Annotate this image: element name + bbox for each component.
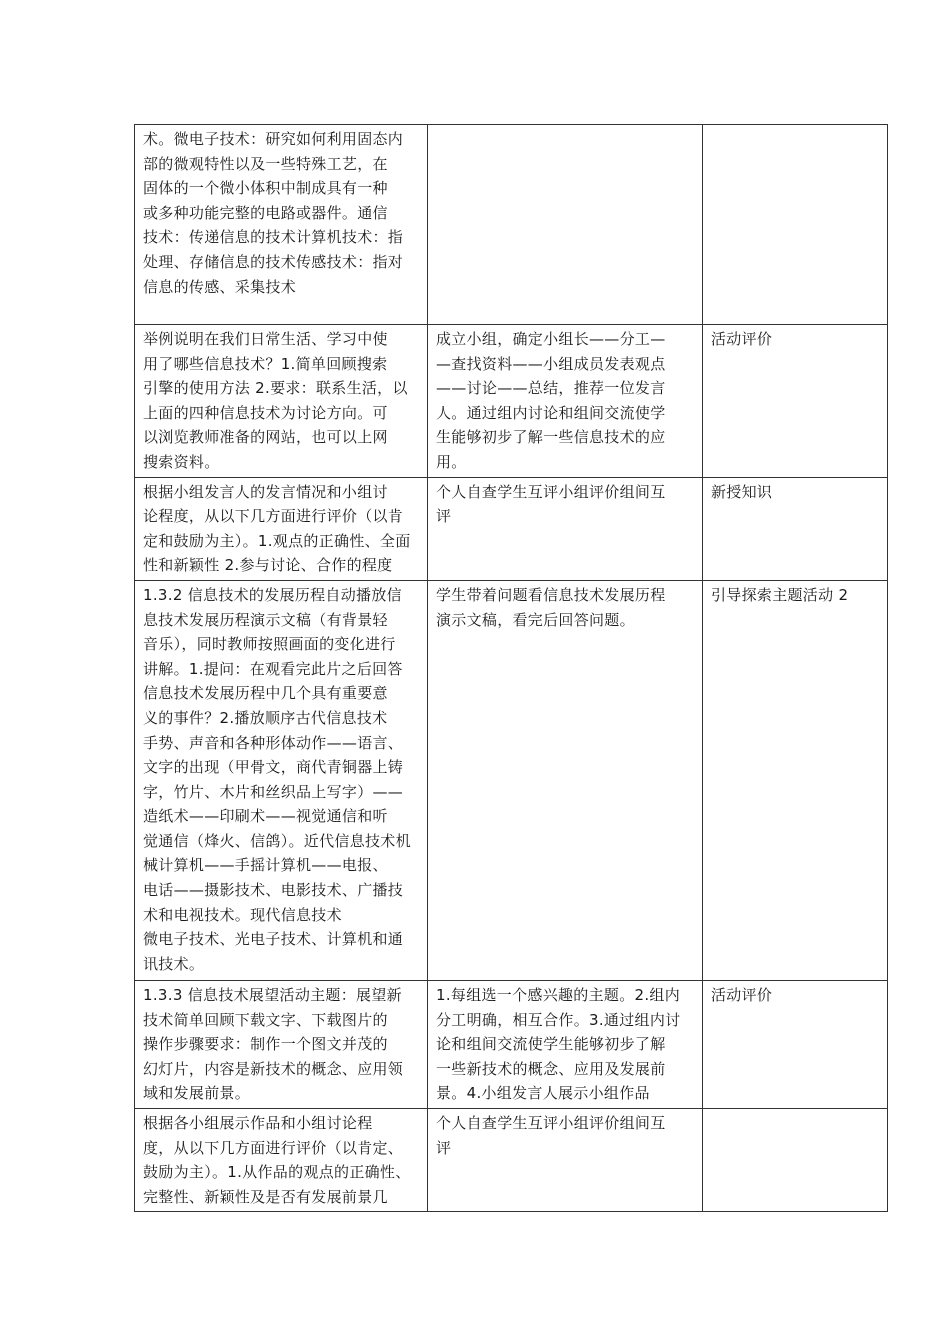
cell-text-line: 或多种功能完整的电路或器件。通信 bbox=[143, 203, 388, 222]
cell-text-line: 手势、声音和各种形体动作——语言、 bbox=[143, 733, 404, 752]
cell-text-line: 觉通信（烽火、信鸽）。近代信息技术机 bbox=[143, 831, 411, 850]
note-cell bbox=[703, 1108, 888, 1211]
cell-text-line: 域和发展前景。 bbox=[143, 1084, 251, 1103]
table-body bbox=[135, 125, 888, 1212]
cell-text-line: 引导探索主题活动 2 bbox=[711, 585, 849, 604]
cell-text-line: 人。通过组内讨论和组间交流使学 bbox=[436, 403, 666, 422]
note-cell bbox=[703, 477, 888, 580]
lesson-plan-table bbox=[134, 124, 888, 1212]
cell-text-line: 电话——摄影技术、电影技术、广播技 bbox=[143, 881, 404, 900]
table-row bbox=[135, 580, 888, 980]
cell-text-line: 论程度，从以下几方面进行评价（以肯 bbox=[143, 507, 404, 526]
cell-text-line: 操作步骤要求：制作一个图文并茂的 bbox=[143, 1035, 388, 1054]
cell-text-line: 评 bbox=[436, 1138, 452, 1157]
table-row bbox=[135, 325, 888, 478]
activity-cell bbox=[428, 325, 703, 478]
cell-text-line: 技术：传递信息的技术计算机技术：指 bbox=[143, 228, 404, 247]
note-cell bbox=[703, 580, 888, 980]
table-row bbox=[135, 1108, 888, 1211]
cell-text-line: 个人自查学生互评小组评价组间互 bbox=[436, 1113, 666, 1132]
cell-text-line: 用。 bbox=[436, 452, 467, 471]
cell-text-line: 个人自查学生互评小组评价组间互 bbox=[436, 482, 666, 501]
content-cell bbox=[135, 477, 428, 580]
cell-text-line: 搜索资料。 bbox=[143, 452, 220, 471]
cell-text-line: 技术简单回顾下载文字、下载图片的 bbox=[143, 1010, 388, 1029]
cell-text-line: 论和组间交流使学生能够初步了解 bbox=[436, 1035, 666, 1054]
cell-text-line: 用了哪些信息技术？1.简单回顾搜索 bbox=[143, 354, 388, 373]
cell-text-line: 术和电视技术。现代信息技术 bbox=[143, 905, 342, 924]
cell-text-line: 根据小组发言人的发言情况和小组讨 bbox=[143, 482, 388, 501]
cell-text-line: 部的微观特性以及一些特殊工艺，在 bbox=[143, 154, 388, 173]
cell-text-line: 讯技术。 bbox=[143, 954, 205, 973]
cell-text-line: 1.3.3 信息技术展望活动主题：展望新 bbox=[143, 985, 402, 1004]
cell-text-line: 根据各小组展示作品和小组讨论程 bbox=[143, 1113, 373, 1132]
cell-text-line: 文字的出现（甲骨文，商代青铜器上铸 bbox=[143, 758, 404, 777]
cell-text-line: 演示文稿，看完后回答问题。 bbox=[436, 610, 635, 629]
cell-text-line: 引擎的使用方法 2.要求：联系生活，以 bbox=[143, 379, 408, 398]
cell-text-line: 息技术发展历程演示文稿（有背景轻 bbox=[143, 610, 388, 629]
cell-text-line: 生能够初步了解一些信息技术的应 bbox=[436, 428, 666, 447]
cell-text-line: 成立小组，确定小组长——分工— bbox=[436, 330, 666, 348]
cell-text-line: 字，竹片、木片和丝织品上写字）—— bbox=[143, 782, 404, 801]
cell-text-line: 度，从以下几方面进行评价（以肯定、 bbox=[143, 1138, 404, 1157]
cell-text-line: 处理、存储信息的技术传感技术：指对 bbox=[143, 252, 404, 271]
cell-text-line: 性和新颖性 2.参与讨论、合作的程度 bbox=[143, 556, 393, 575]
cell-text-line: 幻灯片，内容是新技术的概念、应用领 bbox=[143, 1059, 404, 1078]
cell-text-line: 景。4.小组发言人展示小组作品 bbox=[436, 1084, 650, 1103]
note-cell bbox=[703, 325, 888, 478]
cell-text-line: 评 bbox=[436, 507, 452, 526]
cell-text-line: 活动评价 bbox=[711, 330, 773, 348]
cell-text-line: ——讨论——总结，推荐一位发言 bbox=[436, 379, 666, 398]
cell-text-line: 固体的一个微小体积中制成具有一种 bbox=[143, 179, 388, 198]
cell-text-line: 学生带着问题看信息技术发展历程 bbox=[436, 585, 666, 604]
activity-cell bbox=[428, 580, 703, 980]
activity-cell bbox=[428, 1108, 703, 1211]
cell-text-line: 活动评价 bbox=[711, 985, 773, 1004]
content-cell bbox=[135, 125, 428, 325]
cell-text-line: 以浏览教师准备的网站，也可以上网 bbox=[143, 428, 388, 447]
activity-cell bbox=[428, 477, 703, 580]
cell-text-line: 术。微电子技术：研究如何利用固态内 bbox=[143, 130, 404, 148]
cell-text-line: 造纸术——印刷术——视觉通信和听 bbox=[143, 807, 388, 826]
cell-text-line: 讲解。1.提问：在观看完此片之后回答 bbox=[143, 659, 403, 678]
table-row bbox=[135, 980, 888, 1108]
cell-text-line: 完整性、新颖性及是否有发展前景几 bbox=[143, 1187, 388, 1206]
content-cell bbox=[135, 980, 428, 1108]
cell-text-line: 新授知识 bbox=[711, 482, 773, 501]
cell-text-line: 微电子技术、光电子技术、计算机和通 bbox=[143, 930, 404, 949]
cell-text-line: 械计算机——手摇计算机——电报、 bbox=[143, 856, 388, 875]
cell-text-line: 上面的四种信息技术为讨论方向。可 bbox=[143, 403, 388, 422]
note-cell bbox=[703, 980, 888, 1108]
content-cell bbox=[135, 325, 428, 478]
content-cell bbox=[135, 1108, 428, 1211]
cell-text-line: 信息技术发展历程中几个具有重要意 bbox=[143, 684, 388, 703]
table-row bbox=[135, 477, 888, 580]
activity-cell bbox=[428, 980, 703, 1108]
activity-cell bbox=[428, 125, 703, 325]
cell-text-line: 1.3.2 信息技术的发展历程自动播放信 bbox=[143, 585, 402, 604]
cell-text-line: 1.每组选一个感兴趣的主题。2.组内 bbox=[436, 985, 681, 1004]
cell-text-line: 音乐），同时教师按照画面的变化进行 bbox=[143, 635, 396, 654]
cell-text-line: 义的事件？2.播放顺序古代信息技术 bbox=[143, 708, 388, 727]
content-cell bbox=[135, 580, 428, 980]
table-row bbox=[135, 125, 888, 325]
cell-text-line: 举例说明在我们日常生活、学习中使 bbox=[143, 330, 388, 348]
cell-text-line: 一些新技术的概念、应用及发展前 bbox=[436, 1059, 666, 1078]
cell-text-line: 信息的传感、采集技术 bbox=[143, 277, 297, 296]
cell-text-line: 分工明确，相互合作。3.通过组内讨 bbox=[436, 1010, 681, 1029]
note-cell bbox=[703, 125, 888, 325]
cell-text-line: 定和鼓励为主）。1.观点的正确性、全面 bbox=[143, 531, 411, 550]
cell-text-line: 鼓励为主）。1.从作品的观点的正确性、 bbox=[143, 1163, 411, 1182]
cell-text-line: —查找资料——小组成员发表观点 bbox=[436, 354, 666, 373]
